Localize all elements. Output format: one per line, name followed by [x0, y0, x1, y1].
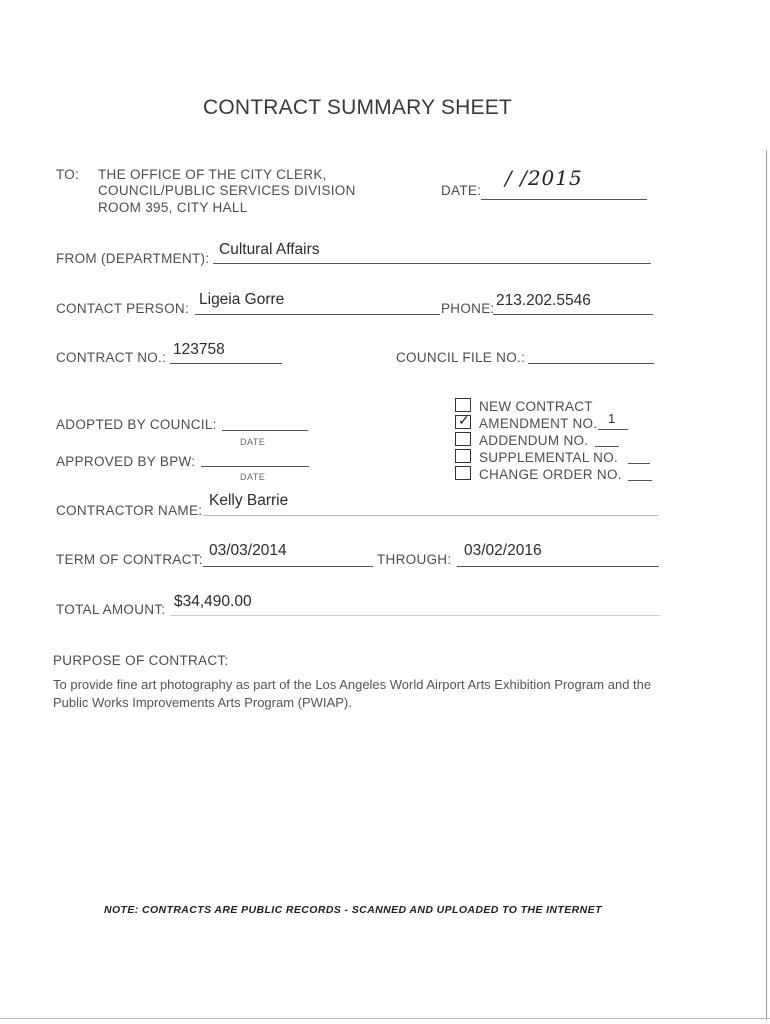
amendment-number[interactable]: 1 [608, 411, 616, 426]
supplemental-label: SUPPLEMENTAL NO. [479, 450, 619, 465]
contractor-label: CONTRACTOR NAME: [56, 503, 203, 518]
approved-label: APPROVED BY BPW: [56, 454, 196, 469]
term-label: TERM OF CONTRACT: [56, 552, 203, 567]
to-label: TO: [56, 167, 80, 182]
supplemental-checkbox[interactable] [455, 449, 471, 463]
amendment-line [598, 429, 628, 430]
from-value[interactable]: Cultural Affairs [219, 241, 320, 258]
adopted-date-caption: DATE [240, 437, 266, 447]
adopted-line[interactable] [222, 430, 308, 431]
term-line [203, 566, 373, 567]
total-label: TOTAL AMOUNT: [56, 602, 166, 617]
addendum-checkbox[interactable] [455, 432, 471, 446]
footer-note: NOTE: CONTRACTS ARE PUBLIC RECORDS - SCANNED AND UPLOADED TO THE INTERNET [104, 904, 602, 916]
through-value[interactable]: 03/02/2016 [464, 542, 542, 559]
term-value[interactable]: 03/03/2014 [209, 542, 287, 559]
scan-edge-right [766, 150, 767, 1020]
contractor-line [203, 515, 658, 516]
total-value[interactable]: $34,490.00 [174, 593, 252, 610]
contract-no-label: CONTRACT NO.: [56, 350, 167, 365]
new-contract-checkbox[interactable] [455, 398, 471, 412]
adopted-label: ADOPTED BY COUNCIL: [56, 417, 217, 432]
date-line [481, 199, 647, 200]
change-order-checkbox[interactable] [455, 466, 471, 480]
total-line [170, 615, 660, 616]
amendment-checkbox[interactable] [455, 412, 471, 429]
amendment-label: AMENDMENT NO. [479, 416, 598, 431]
contact-line [195, 314, 440, 315]
date-label: DATE: [441, 183, 482, 198]
addendum-label: ADDENDUM NO. [479, 433, 589, 448]
contractor-value[interactable]: Kelly Barrie [209, 492, 289, 509]
to-line-1: THE OFFICE OF THE CITY CLERK, [98, 167, 327, 182]
contract-no-value[interactable]: 123758 [173, 341, 225, 358]
purpose-label: PURPOSE OF CONTRACT: [53, 653, 229, 668]
date-value[interactable]: / /2015 [505, 166, 583, 190]
contact-value[interactable]: Ligeia Gorre [199, 291, 285, 308]
from-line [213, 263, 651, 264]
phone-label: PHONE: [441, 301, 495, 316]
change-order-label: CHANGE ORDER NO. [479, 467, 622, 482]
addendum-line [595, 446, 619, 447]
page-title: CONTRACT SUMMARY SHEET [203, 96, 512, 119]
from-label: FROM (DEPARTMENT): [56, 251, 210, 266]
to-line-3: ROOM 395, CITY HALL [98, 200, 248, 215]
approved-date-caption: DATE [240, 472, 266, 482]
approved-line[interactable] [201, 466, 309, 467]
purpose-text: To provide fine art photography as part of the Los Angeles World Airport Arts Exhibition Program and the Public Works Improvements Arts Program (PWIAP). [53, 677, 652, 710]
contact-label: CONTACT PERSON: [56, 301, 190, 316]
council-file-line [528, 363, 654, 364]
checkmark-icon: ✓ [458, 412, 470, 428]
contract-no-line [170, 363, 282, 364]
scan-edge-bottom [0, 1018, 770, 1019]
council-file-label: COUNCIL FILE NO.: [396, 350, 526, 365]
through-label: THROUGH: [377, 552, 452, 567]
supplemental-line [628, 463, 650, 464]
phone-value[interactable]: 213.202.5546 [496, 292, 591, 309]
through-line [457, 566, 659, 567]
change-order-line [628, 480, 652, 481]
new-contract-label: NEW CONTRACT [479, 399, 593, 414]
phone-line [493, 314, 653, 315]
to-line-2: COUNCIL/PUBLIC SERVICES DIVISION [98, 183, 356, 198]
